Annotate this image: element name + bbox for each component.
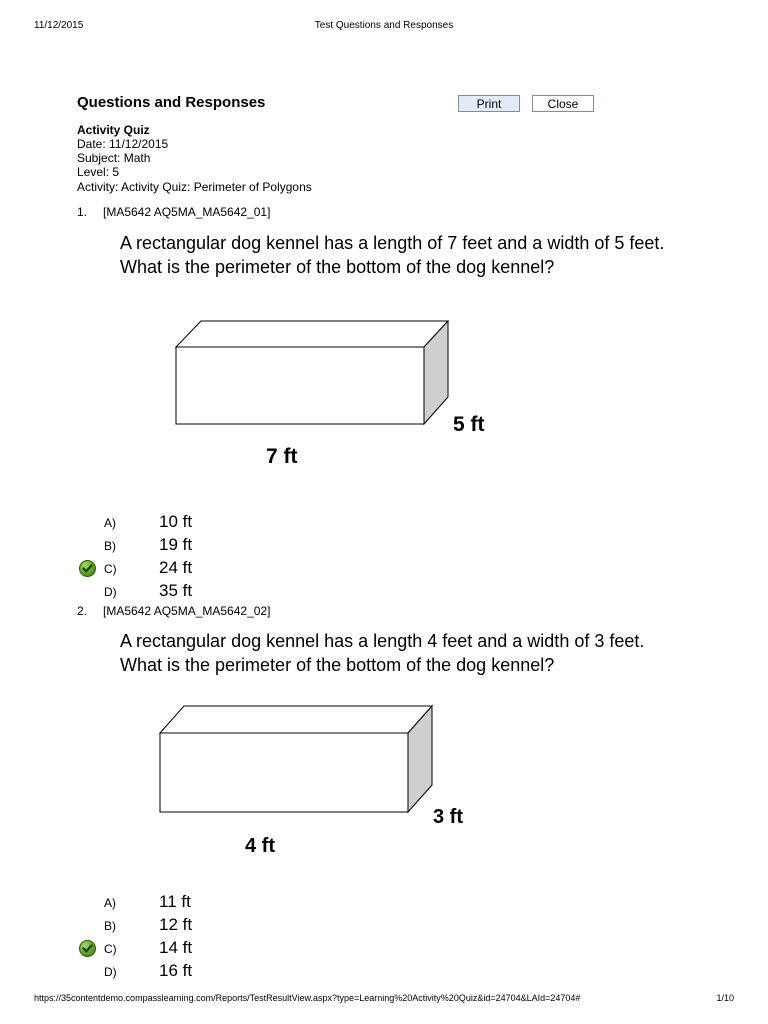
option-b-letter: B) bbox=[104, 919, 116, 933]
length-label: 4 ft bbox=[245, 835, 275, 857]
check-circle-icon bbox=[79, 560, 96, 577]
activity-title: Activity Quiz bbox=[77, 123, 150, 137]
question-text: A rectangular dog kennel has a length 4 feet and a width of 3 feet. What is the perimeter of the bottom of the dog kennel? bbox=[120, 631, 645, 675]
option-c-letter: C) bbox=[104, 942, 117, 956]
option-b-text: 19 ft bbox=[159, 535, 193, 554]
option-a-letter: A) bbox=[104, 516, 116, 530]
activity-name: Activity: Activity Quiz: Perimeter of Polygons bbox=[77, 180, 312, 194]
option-c-text: 14 ft bbox=[159, 938, 193, 957]
kennel-front-face bbox=[160, 733, 408, 812]
option-a-letter: A) bbox=[104, 896, 116, 910]
question-code: [MA5642 AQ5MA_MA5642_02] bbox=[103, 604, 271, 618]
page-title: Questions and Responses bbox=[77, 94, 266, 111]
option-c-letter: C) bbox=[104, 562, 117, 576]
question-code: [MA5642 AQ5MA_MA5642_01] bbox=[103, 205, 271, 219]
option-b-letter: B) bbox=[104, 539, 116, 553]
option-a-text: 11 ft bbox=[159, 892, 191, 911]
kennel-front-face bbox=[176, 347, 424, 424]
question-number: 2. bbox=[77, 604, 88, 618]
question-text: A rectangular dog kennel has a length of 7 feet and a width of 5 feet. What is the perimeter of the bottom of the dog kennel? bbox=[120, 233, 665, 277]
width-label: 5 ft bbox=[453, 413, 485, 436]
option-a-text: 10 ft bbox=[159, 512, 193, 531]
print-header-date: 11/12/2015 bbox=[34, 20, 84, 31]
kennel-top-face bbox=[176, 321, 448, 347]
kennel-figure bbox=[0, 310, 768, 510]
question-number: 1. bbox=[77, 205, 88, 219]
activity-subject: Subject: Math bbox=[77, 151, 151, 165]
kennel-figure bbox=[0, 695, 768, 895]
option-d-text: 16 ft bbox=[159, 961, 193, 980]
print-footer-url: https://35contentdemo.compasslearning.com/Reports/TestResultView.aspx?type=Learning%20Activity%20Quiz&id=24704&LAId=24704# bbox=[34, 993, 581, 1003]
option-d-letter: D) bbox=[104, 585, 117, 599]
check-circle-icon bbox=[79, 940, 96, 957]
print-button[interactable]: Print bbox=[458, 95, 520, 112]
option-c-text: 24 ft bbox=[159, 558, 193, 577]
print-header-title: Test Questions and Responses bbox=[314, 20, 454, 31]
width-label: 3 ft bbox=[433, 806, 463, 828]
print-footer-page-number: 1/10 bbox=[716, 993, 734, 1003]
kennel-top-face bbox=[160, 706, 432, 733]
length-label: 7 ft bbox=[266, 445, 298, 468]
option-d-text: 35 ft bbox=[159, 581, 193, 600]
option-b-text: 12 ft bbox=[159, 915, 193, 934]
option-d-letter: D) bbox=[104, 965, 117, 979]
activity-level: Level: 5 bbox=[77, 165, 120, 179]
close-button[interactable]: Close bbox=[532, 95, 594, 112]
activity-date: Date: 11/12/2015 bbox=[77, 137, 169, 151]
